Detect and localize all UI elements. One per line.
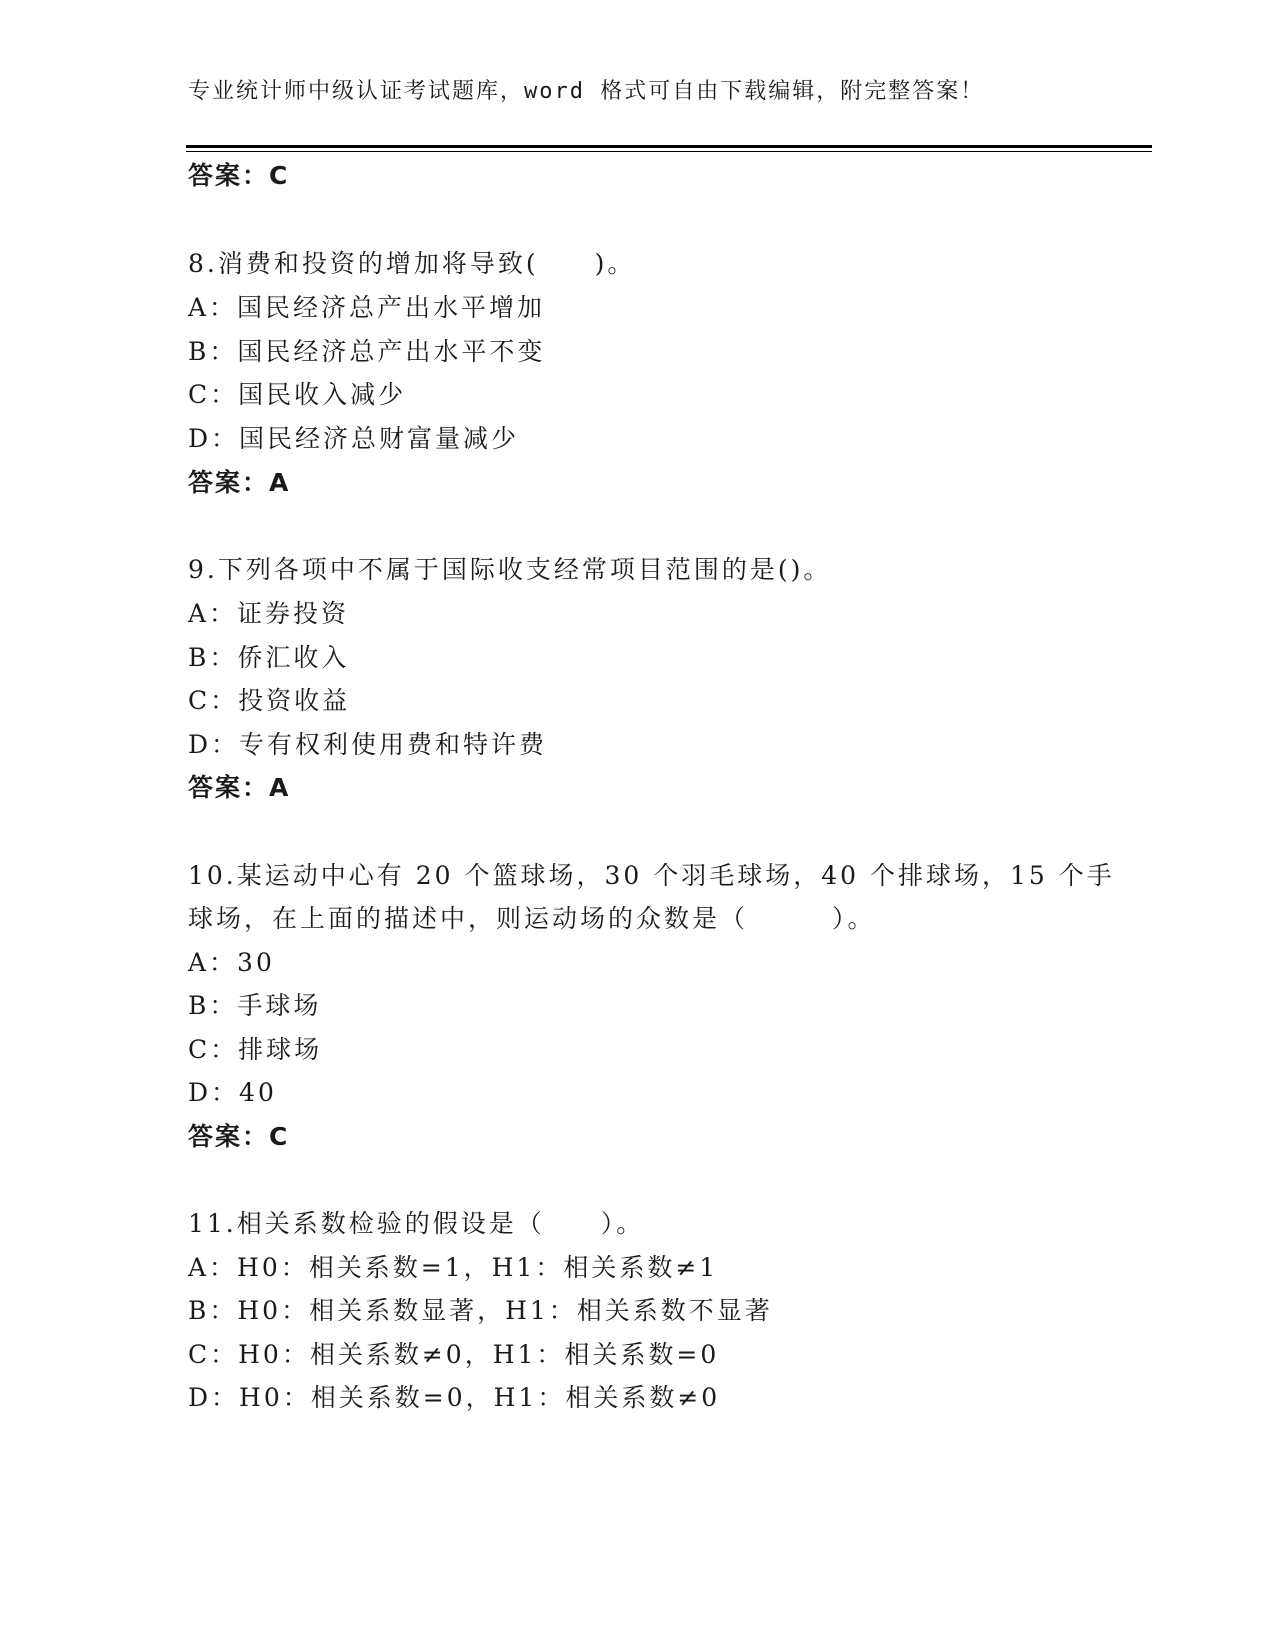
question-9-option-c: C：投资收益 (188, 686, 351, 715)
page-header: 专业统计师中级认证考试题库，word 格式可自由下载编辑，附完整答案！ (188, 79, 985, 104)
question-8-option-d: D：国民经济总财富量减少 (188, 424, 520, 453)
question-10-option-d: D：40 (188, 1078, 277, 1107)
question-10-option-b: B：手球场 (188, 991, 322, 1020)
question-9-answer: 答案：A (188, 773, 291, 802)
question-11-option-d: D：H0：相关系数=0，H1：相关系数≠0 (188, 1383, 721, 1412)
question-11-option-a: A：H0：相关系数=1，H1：相关系数≠1 (188, 1253, 719, 1282)
header-rule-thin (186, 151, 1152, 152)
question-8-option-a: A：国民经济总产出水平增加 (188, 293, 546, 322)
question-10-stem-line-1: 10.某运动中心有 20 个篮球场，30 个羽毛球场，40 个排球场，15 个手 (188, 861, 1115, 890)
header-rule-thick (186, 145, 1152, 148)
question-11-stem: 11.相关系数检验的假设是（ ）。 (188, 1209, 645, 1238)
question-9-stem: 9.下列各项中不属于国际收支经常项目范围的是()。 (188, 555, 832, 584)
question-8-option-b: B：国民经济总产出水平不变 (188, 337, 546, 366)
question-10-option-a: A：30 (188, 948, 275, 977)
question-9-option-a: A：证券投资 (188, 599, 350, 628)
question-9-option-d: D：专有权利使用费和特许费 (188, 730, 548, 759)
question-10-stem-line-2: 球场，在上面的描述中，则运动场的众数是（ ）。 (188, 904, 876, 933)
question-10-option-c: C：排球场 (188, 1035, 323, 1064)
question-8-answer: 答案：A (188, 468, 291, 497)
question-11-option-c: C：H0：相关系数≠0，H1：相关系数=0 (188, 1340, 720, 1369)
question-8-stem: 8.消费和投资的增加将导致( )。 (188, 249, 636, 278)
question-10-answer: 答案：C (188, 1122, 290, 1151)
question-11-option-b: B：H0：相关系数显著，H1：相关系数不显著 (188, 1296, 773, 1325)
question-9-option-b: B：侨汇收入 (188, 643, 350, 672)
previous-answer: 答案：C (188, 161, 290, 190)
question-8-option-c: C：国民收入减少 (188, 380, 407, 409)
